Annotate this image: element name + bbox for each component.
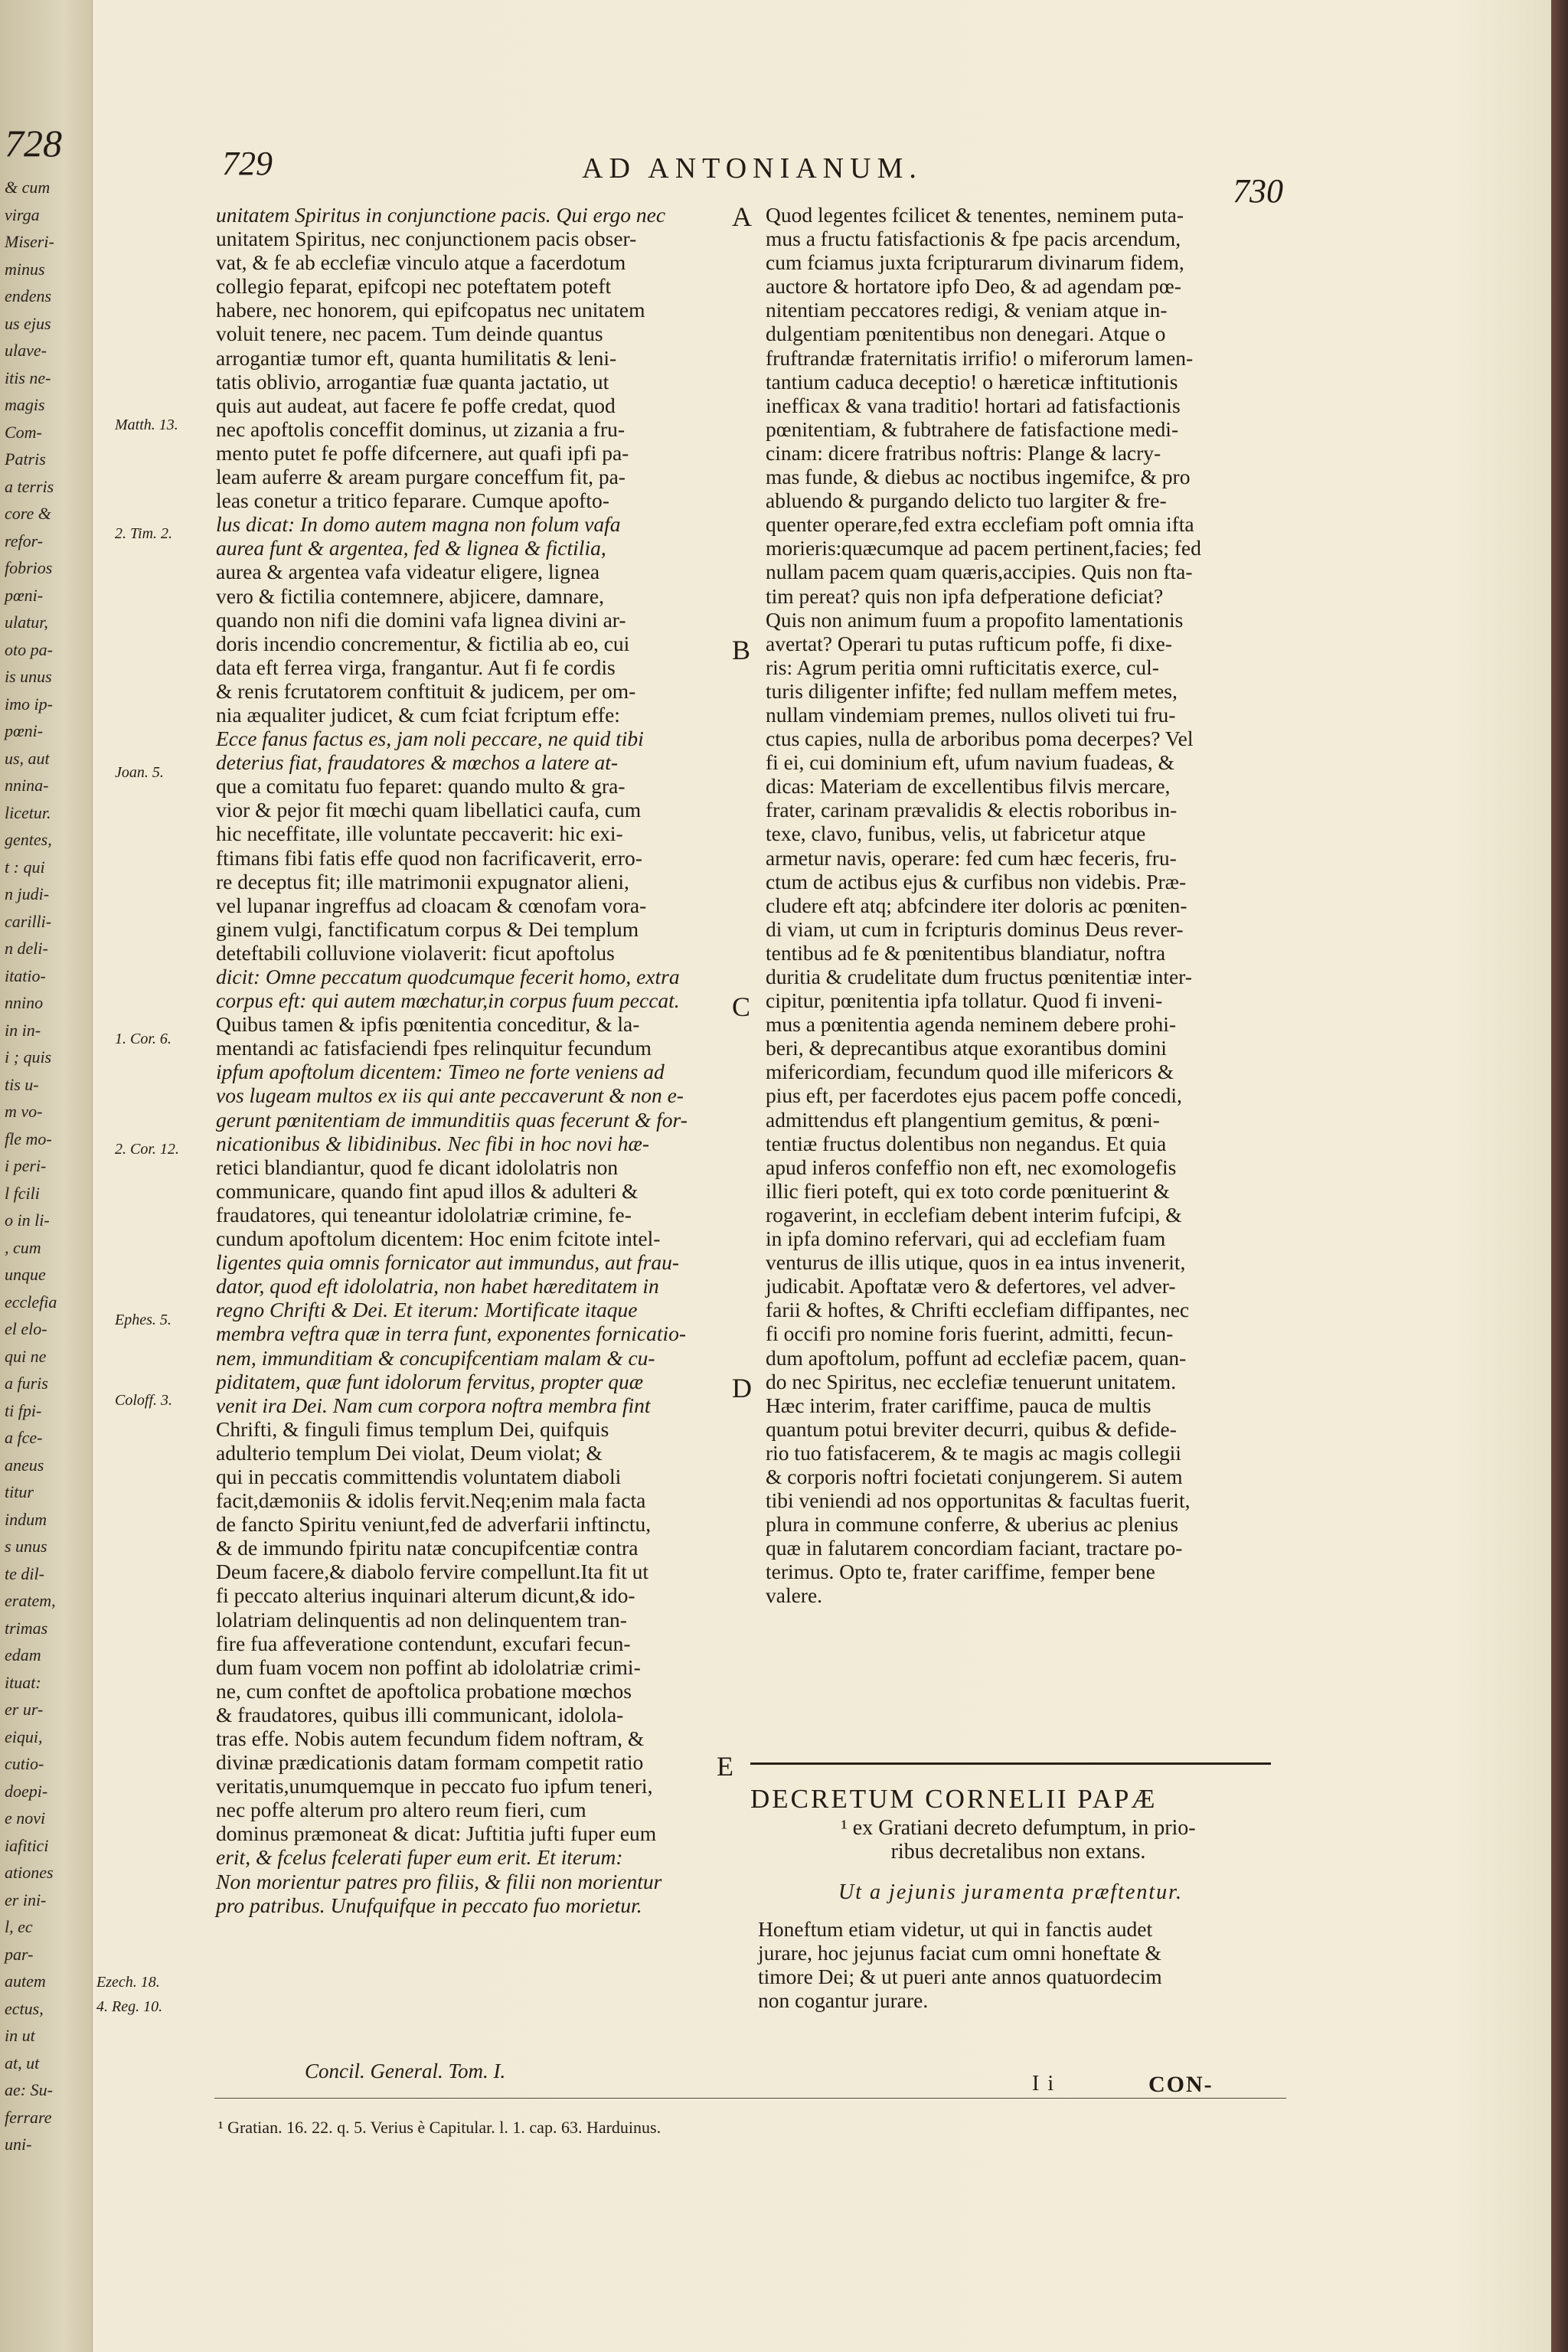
previous-page-fragment: i peri-: [5, 1156, 47, 1175]
text-line: lolatriam delinquentis ad non delinquentem tran-: [216, 1607, 627, 1632]
text-line: de fancto Spiritu veniunt,fed de adverfarii inftinctu,: [216, 1512, 652, 1537]
text-line: tantium caduca deceptio! o hæreticæ inftitutionis: [766, 369, 1178, 394]
previous-page-fragment: ecclefia: [5, 1292, 57, 1312]
text-line: & corporis noftri focietati conjungerem. Si autem: [766, 1464, 1183, 1488]
text-line: re deceptus fit; ille matrimonii expugnator alieni,: [216, 869, 629, 893]
previous-page-fragment: ulatur,: [5, 612, 48, 632]
text-line: illic fieri poteft, qui ex toto corde pœnituerint &: [766, 1178, 1170, 1203]
text-line: pœnitentiam, & fubtrahere de fatisfactione medi-: [766, 416, 1179, 441]
previous-page-fragment: par-: [5, 1944, 34, 1964]
text-line: lus dicat: In domo autem magna non folum vafa: [216, 512, 621, 537]
text-line: cipitur, pœnitentia ipfa tollatur. Quod fi inveni-: [766, 988, 1163, 1013]
previous-page-fragment: n deli-: [5, 939, 48, 958]
text-line: quis aut audeat, aut facere fe poffe credat, quod: [216, 393, 616, 417]
previous-page-fragment: endens: [5, 286, 52, 305]
text-line: unitatem Spiritus in conjunctione pacis. Qui ergo nec: [216, 203, 666, 227]
text-line: Honeftum etiam videtur, ut qui in fanctis audet: [758, 1917, 1153, 1941]
previous-page-fragment: doepi-: [5, 1781, 48, 1801]
text-line: fi peccato alterius inquinari alterum dicunt,& ido-: [216, 1583, 635, 1608]
text-line: vos lugeam multos ex iis qui ante peccaverunt & non e-: [216, 1083, 684, 1108]
margin-ref-tim: 2. Tim. 2.: [115, 525, 173, 542]
text-line: aurea & argentea vafa videatur eligere, lignea: [216, 560, 600, 584]
text-line: rogaverint, in ecclefiam debent interim fufcipi, &: [766, 1202, 1182, 1227]
decree-title: DECRETUM CORNELII PAPÆ: [750, 1784, 1158, 1814]
text-line: ris: Agrum peritia omni rufticitatis exerce, cul-: [766, 655, 1159, 679]
text-line: unitatem Spiritus, nec conjunctionem pacis obser-: [216, 227, 637, 251]
text-line: nicationibus & libidinibus. Nec fibi in hoc novi hæ-: [216, 1131, 650, 1155]
text-line: fraudatores, qui teneantur idololatriæ crimine, fe-: [216, 1202, 632, 1227]
previous-page-fragment: iafitici: [5, 1835, 49, 1855]
text-line: turis diligenter infifte; fed nullam meffem metes,: [766, 678, 1178, 703]
text-line: nitentiam peccatores redigi, & veniam atque in-: [766, 298, 1168, 322]
previous-page-fragment: fobrios: [5, 558, 53, 577]
text-line: nia æqualiter judicet, & cum fciat fcriptum effe:: [216, 702, 620, 727]
previous-page-fragment: edam: [5, 1645, 41, 1664]
text-line: avertat? Operari tu putas rufticum poffe, fi dixe-: [766, 631, 1172, 655]
previous-page-fragment: el elo-: [5, 1319, 47, 1338]
text-line: pro patribus. Unufquifque in peccato fuo morietur.: [216, 1893, 642, 1917]
text-line: vel lupanar ingreffus ad cloacam & cœnofam vora-: [216, 893, 647, 917]
previous-page-number: 728: [5, 122, 62, 165]
text-line: di viam, ut cum in fcripturis dominus Deus rever-: [766, 916, 1184, 941]
previous-page-fragment: imo ip-: [5, 694, 53, 714]
text-line: quando non nifi die domini vafa lignea divini ar-: [216, 607, 626, 632]
text-line: fi ei, cui dominium eft, ufum navium fuadeas, &: [766, 750, 1174, 775]
text-line: voluit tenere, nec pacem. Tum deinde quantus: [216, 322, 603, 346]
text-line: tras effe. Nobis autem fecundum fidem noftram, &: [216, 1726, 645, 1750]
previous-page-fragment: l fcili: [5, 1183, 40, 1203]
text-line: mas funde, & diebus ac noctibus ingemifce, & pro: [766, 465, 1191, 489]
decree-subtitle: [766, 1816, 1271, 1864]
margin-ref-ephes: Ephes. 5.: [115, 1312, 172, 1328]
previous-page-fragments: [0, 0, 92, 2352]
volume-line: Concil. General. Tom. I.: [305, 2060, 506, 2082]
text-line: veritatis,unumquemque in peccato fuo ipfum teneri,: [216, 1774, 653, 1798]
text-line: qui in peccatis committendis voluntatem diaboli: [216, 1464, 622, 1488]
text-line: texe, clavo, funibus, velis, ut fabricetur atque: [766, 822, 1146, 846]
previous-page-fragment: in in-: [5, 1020, 41, 1040]
text-line: hic neceffitate, ille voluntate peccaverit: hic exi-: [216, 822, 623, 846]
page-number-right: 730: [1233, 172, 1283, 210]
text-line: in ipfa domino refervari, qui ad ecclefiam fuam: [766, 1227, 1166, 1251]
right-text-column: [766, 203, 1283, 1608]
text-line: ctus capies, nulla de arboribus poma decerpes? Vel: [766, 727, 1194, 751]
text-line: frater, carinam prævalidis & electis roboribus in-: [766, 798, 1178, 822]
text-line: nem, immunditiam & concupifcentiam malam & cu-: [216, 1345, 655, 1370]
text-line: venturus de illis utique, quos in ea intus invenerit,: [766, 1250, 1186, 1275]
text-line: fi occifi pro nomine foris fuerint, admitti, fecun-: [766, 1321, 1174, 1346]
text-line: vero & fictilia contemnere, abjicere, damnare,: [216, 583, 604, 608]
footnote-rule: [214, 2098, 1286, 2099]
previous-page-fragment: itatio-: [5, 965, 46, 985]
text-line: collegio feparat, epifcopi nec poteftatem poteft: [216, 274, 612, 299]
text-line: mus a pœnitentia agenda neminem debere prohi-: [766, 1012, 1177, 1037]
margin-ref-reg: 4. Reg. 10.: [96, 1998, 163, 2015]
signature-mark: I i: [1032, 2072, 1056, 2096]
previous-page-fragment: refor-: [5, 531, 44, 550]
previous-page-fragment: er ini-: [5, 1890, 47, 1909]
text-line: venit ira Dei. Nam cum corpora noftra membra fint: [216, 1393, 651, 1417]
text-line: piditatem, quæ funt idolorum fervitus, propter quæ: [216, 1369, 644, 1393]
text-line: beri, & deprecantibus atque exorantibus domini: [766, 1036, 1167, 1060]
previous-page-fragment: pœni-: [5, 721, 44, 740]
previous-page-fragment: magis: [5, 395, 45, 414]
text-line: doris incendio concrementur, & fictilia ab eo, cui: [216, 631, 630, 655]
section-letter-c: C: [732, 991, 751, 1022]
text-line: nec poffe alterum pro altero reum fieri, cum: [216, 1798, 586, 1822]
text-line: cinam: dicere fratribus noftris: Plange & lacry-: [766, 440, 1161, 465]
previous-page-fragment: indum: [5, 1509, 47, 1529]
previous-page-fragment: licetur.: [5, 802, 51, 822]
text-line: Deum facere,& diabolo fervire compellunt.Ita fit ut: [216, 1560, 649, 1584]
text-line: quenter operare,fed extra ecclefiam poft omnia ifta: [766, 512, 1194, 537]
text-line: retici blandiantur, quod fe dicant idololatris non: [216, 1155, 619, 1179]
text-line: abluendo & purgando delicto tuo largiter & fre-: [766, 488, 1167, 513]
text-line: quantum potui breviter decurri, quibus & defide-: [766, 1416, 1177, 1441]
text-line: ligentes quia omnis fornicator aut immundus, aut frau-: [216, 1250, 679, 1275]
text-line: duritia & crudelitate dum fructus pœnitentiæ inter-: [766, 965, 1192, 988]
text-line: communicare, quando fint apud illos & adulteri &: [216, 1178, 639, 1203]
previous-page-fragment: a fce-: [5, 1428, 43, 1447]
text-line: apud inferos confeffio non eft, nec exomologefis: [766, 1155, 1177, 1179]
margin-ref-coloss: Coloff. 3.: [115, 1392, 173, 1409]
previous-page-fragment: pœni-: [5, 585, 44, 605]
decree-subtitle-line: ¹ ex Gratiani decreto defumptum, in prio-: [841, 1816, 1196, 1840]
text-line: tentiæ fructus dolentibus non negandus. Et quia: [766, 1131, 1167, 1155]
previous-page-fragment: ituat:: [5, 1672, 41, 1692]
catchword: CON-: [1148, 2072, 1214, 2097]
text-line: jurare, hoc jejunus faciat cum omni honeftate &: [758, 1941, 1161, 1965]
previous-page-fragment: at, ut: [5, 2053, 40, 2073]
previous-page-fragment: oto pa-: [5, 639, 53, 659]
previous-page-fragment: tis u-: [5, 1074, 39, 1094]
text-line: valere.: [766, 1583, 823, 1608]
text-line: Quibus tamen & ipfis pœnitentia conceditur, & la-: [216, 1012, 640, 1037]
text-line: que a comitatu fuo feparet: quando multo & gra-: [216, 774, 626, 799]
decree-rule: [750, 1762, 1271, 1765]
previous-page-fragment: virga: [5, 204, 40, 224]
text-line: dum apoftolum, poffunt ad ecclefiæ pacem, quan-: [766, 1345, 1187, 1370]
previous-page-fragment: nnino: [5, 993, 44, 1012]
previous-page-fragment: minus: [5, 259, 45, 279]
previous-page-fragment: aneus: [5, 1455, 44, 1475]
text-line: erit, & fcelus fcelerati fuper eum erit. Et iterum:: [216, 1845, 623, 1870]
text-line: Non morientur patres pro filiis, & filii non morientur: [216, 1869, 662, 1893]
text-line: tibi veniendi ad nos opportunitas & facultas fuerit,: [766, 1488, 1191, 1513]
text-line: dulgentiam pœnitentibus non denegari. Atque o: [766, 322, 1166, 346]
text-line: fire fua affeverationе contendunt, excufari fecun-: [216, 1631, 631, 1655]
text-line: & fraudatores, quibus illi communicant, idolola-: [216, 1702, 624, 1726]
text-line: ne, cum conftet de apoftolica probatione mœchos: [216, 1678, 632, 1703]
margin-ref-matth: Matth. 13.: [115, 416, 178, 433]
text-line: membra veftra quæ in terra funt, exponentes fornicatio-: [216, 1321, 687, 1346]
text-line: armetur navis, operare: fed cum hæc feceris, fru-: [766, 845, 1177, 870]
text-line: terimus. Opto te, frater cariffime, femper bene: [766, 1560, 1155, 1584]
text-line: tatis oblivio, arrogantiæ fuæ quanta jactatio, ut: [216, 369, 609, 394]
text-line: cludere eft atq; abfcindere iter doloris ac pœniten-: [766, 893, 1187, 917]
previous-page-fragment: ti fpi-: [5, 1400, 42, 1420]
text-line: dator, quod eft idololatria, non habet hæreditatem in: [216, 1274, 659, 1298]
text-line: Ecce fanus factus es, jam noli peccare, ne quid tibi: [216, 727, 644, 751]
section-letter-a: A: [732, 201, 752, 232]
text-line: ginem vulgi, fanctificatum corpus & Dei templum: [216, 916, 639, 941]
text-line: deterius fiat, fraudatores & mœchos a latere at-: [216, 750, 619, 775]
section-letter-e: E: [717, 1751, 733, 1782]
text-line: pius eft, per facerdotes ejus pacem poffe concedi,: [766, 1083, 1182, 1108]
previous-page-fragment: in ut: [5, 2026, 35, 2045]
text-line: ipfum apoftolum dicentem: Timeo ne forte veniens ad: [216, 1060, 665, 1084]
previous-page-fragment: uni-: [5, 2135, 32, 2154]
previous-page-edge: [0, 0, 93, 2352]
decree-body: [758, 1917, 1276, 2012]
text-line: nullam pacem quam quæris,accipies. Quis non fta-: [766, 560, 1193, 584]
text-line: Quis non animum fuum a propofito lamentationis: [766, 607, 1184, 632]
text-line: cum fciamus juxta fcripturarum divinarum fidem,: [766, 250, 1184, 275]
text-line: non cogantur jurare.: [758, 1988, 929, 2013]
text-line: dum fuam vocem non poffint ab idololatriæ crimi-: [216, 1655, 641, 1679]
previous-page-fragment: t : qui: [5, 857, 45, 877]
text-line: mus a fructu fatisfactionis & fpe pacis arcendum,: [766, 227, 1181, 251]
previous-page-fragment: ationes: [5, 1863, 54, 1882]
text-line: inefficax & vana traditio! hortari ad fatisfactionis: [766, 393, 1181, 417]
text-line: deteftabili colluvione violaverit: ficut apoftolus: [216, 940, 615, 965]
previous-page-fragment: l, ec: [5, 1917, 33, 1936]
text-line: ftimans fibi fatis effe quod non facrificaverit, erro-: [216, 845, 642, 870]
text-line: data eft ferrea virga, frangantur. Aut fi fe cordis: [216, 655, 616, 679]
previous-page-fragment: o in li-: [5, 1210, 50, 1230]
previous-page-fragment: Com-: [5, 422, 42, 442]
text-line: & de immundo fpiritu natæ concupifcentiæ contra: [216, 1536, 639, 1560]
previous-page-fragment: er ur-: [5, 1700, 44, 1719]
text-line: vior & pejor fit mœchi quam libellatici caufa, cum: [216, 798, 642, 822]
previous-page-fragment: m vo-: [5, 1102, 43, 1121]
section-letter-b: B: [732, 635, 751, 665]
decree-heading: Ut a jejunis juramenta præftentur.: [838, 1880, 1183, 1904]
text-line: plura in commune conferre, & uberius ac plenius: [766, 1512, 1179, 1537]
text-line: morieris:quæcumque ad pacem pertinent,facies; fed: [766, 536, 1201, 560]
text-line: vat, & fe ab ecclefiæ vinculo atque a facerdotum: [216, 250, 626, 275]
previous-page-fragment: cutio-: [5, 1754, 44, 1773]
text-line: fruftrandæ fraternitatis irrifio! o miferorum lamen-: [766, 345, 1194, 370]
previous-page-fragment: & cum: [5, 178, 51, 197]
text-line: Quod legentes fcilicet & tenentes, neminem puta-: [766, 203, 1184, 227]
text-line: ctum de actibus ejus & curfibus non videbis. Præ-: [766, 869, 1187, 893]
previous-page-fragment: Patris: [5, 449, 46, 469]
text-line: Hæc interim, frater cariffime, pauca de multis: [766, 1393, 1152, 1417]
footnote: ¹ Gratian. 16. 22. q. 5. Verius è Capitular. l. 1. cap. 63. Harduinus.: [218, 2118, 662, 2137]
text-line: judicabit. Apoftatæ vero & defertores, vel adver-: [766, 1274, 1176, 1298]
previous-page-fragment: eiqui,: [5, 1726, 43, 1746]
text-line: mentandi ac fatisfaciendi fpes relinquitur fecundum: [216, 1036, 652, 1060]
text-line: habere, nec honorem, qui epifcopatus nec unitatem: [216, 298, 645, 322]
text-line: facit,dæmoniis & idolis fervit.Neq;enim mala facta: [216, 1488, 646, 1513]
margin-ref-cor2: 2. Cor. 12.: [115, 1141, 179, 1158]
text-line: nullam vindemiam premes, nullos oliveti tui fru-: [766, 702, 1176, 727]
previous-page-fragment: nnina-: [5, 776, 49, 795]
decree-subtitle-line: ribus decretalibus non extans.: [890, 1840, 1146, 1864]
running-title: AD ANTONIANUM.: [582, 152, 923, 185]
previous-page-fragment: qui ne: [5, 1346, 47, 1366]
left-text-column: [216, 203, 714, 1917]
text-line: tim pereat? quis non ipfa defperatione deficiat?: [766, 583, 1164, 608]
previous-page-fragment: itis ne-: [5, 368, 51, 387]
margin-ref-cor1: 1. Cor. 6.: [115, 1031, 172, 1047]
text-line: admittendus eft plangentium gemitus, & pœni-: [766, 1107, 1160, 1132]
text-line: dicit: Omne peccatum quodcumque fecerit homo, extra: [216, 965, 680, 988]
section-letter-d: D: [732, 1373, 752, 1403]
text-line: timore Dei; & ut pueri ante annos quatuordecim: [758, 1965, 1162, 1989]
text-line: & renis fcrutatorem conftituit & judicem, per om-: [216, 678, 636, 703]
text-line: nec apoftolis conceffit dominus, ut zizania a fru-: [216, 416, 626, 441]
previous-page-fragment: unque: [5, 1265, 46, 1284]
previous-page-fragment: ectus,: [5, 1998, 44, 2018]
previous-page-fragment: , cum: [5, 1237, 41, 1257]
previous-page-fragment: e novi: [5, 1808, 46, 1828]
previous-page-fragment: fle mo-: [5, 1129, 52, 1148]
previous-page-fragment: ulave-: [5, 341, 47, 360]
previous-page-fragment: carilli-: [5, 911, 52, 931]
text-line: mifericordiam, fecundum quod ille mifericors &: [766, 1060, 1174, 1084]
previous-page-fragment: a furis: [5, 1374, 48, 1393]
text-line: dominus præmoneat & dicat: Juftitia jufti fuper eum: [216, 1821, 657, 1846]
text-line: leam auferre & aream purgare conceffum fit, pa-: [216, 465, 626, 489]
text-line: arrogantiæ tumor eft, quanta humilitatis & leni-: [216, 345, 617, 370]
previous-page-fragment: eratem,: [5, 1591, 56, 1610]
text-line: divinæ prædicationis datam formam competit ratio: [216, 1750, 644, 1775]
text-line: auctore & hortatore ipfo Deo, & ad agendam pœ-: [766, 274, 1181, 299]
previous-page-fragment: us ejus: [5, 313, 51, 333]
text-line: Chrifti, & finguli fimus templum Dei, quifquis: [216, 1416, 609, 1441]
text-line: dicas: Materiam de excellentibus filvis mercare,: [766, 774, 1171, 799]
previous-page-fragment: is unus: [5, 667, 52, 686]
previous-page-fragment: autem: [5, 1971, 46, 1991]
previous-page-fragment: ferrare: [5, 2107, 52, 2127]
page-number-left: 729: [222, 145, 273, 182]
previous-page-fragment: titur: [5, 1482, 34, 1501]
text-line: cundum apoftolum dicentem: Hoc enim fcitote intel-: [216, 1227, 661, 1251]
page-header: [222, 144, 1294, 210]
previous-page-fragment: trimas: [5, 1618, 48, 1638]
previous-page-fragment: gentes,: [5, 830, 52, 849]
text-line: regno Chrifti & Dei. Et iterum: Mortificate itaque: [216, 1298, 638, 1322]
margin-ref-joan: Joan. 5.: [115, 764, 164, 781]
text-line: quæ in falutarem concordiam faciant, tractare po-: [766, 1536, 1183, 1560]
book-edge: [1551, 0, 1568, 2352]
previous-page-fragment: core &: [5, 504, 51, 523]
previous-page-fragment: te dil-: [5, 1563, 44, 1583]
previous-page-fragment: s unus: [5, 1537, 47, 1556]
margin-ref-ezech: Ezech. 18.: [96, 1974, 160, 1991]
text-line: leas conetur a tritico feparare. Cumque apofto-: [216, 488, 609, 513]
text-line: aurea funt & argentea, fed & lignea & fictilia,: [216, 536, 606, 560]
text-line: mento putet fe poffe difcernere, aut quafi ipfi pa-: [216, 440, 629, 465]
text-line: farii & hoftes, & Chrifti ecclefiam diffipantes, nec: [766, 1298, 1190, 1322]
previous-page-fragment: a terris: [5, 476, 54, 496]
text-line: adulterio templum Dei violat, Deum violat; &: [216, 1440, 603, 1465]
text-line: gerunt pœnitentiam de immunditiis quas fecerunt & for-: [216, 1107, 688, 1132]
previous-page-fragment: Miseri-: [5, 232, 54, 251]
previous-page-fragment: ae: Su-: [5, 2080, 53, 2099]
previous-page-fragment: us, aut: [5, 748, 50, 768]
text-line: tentibus ad fe & pœnitentibus blandiatur, noftra: [766, 940, 1166, 965]
text-line: corpus eft: qui autem mœchatur,in corpus fuum peccat.: [216, 988, 680, 1013]
text-line: rio tuo fatisfacerem, & te magis ac magis collegii: [766, 1440, 1181, 1465]
text-line: do nec Spiritus, nec ecclefiæ tenuerunt unitatem.: [766, 1369, 1177, 1393]
previous-page-fragment: n judi-: [5, 884, 50, 903]
previous-page-fragment: i ; quis: [5, 1047, 52, 1067]
